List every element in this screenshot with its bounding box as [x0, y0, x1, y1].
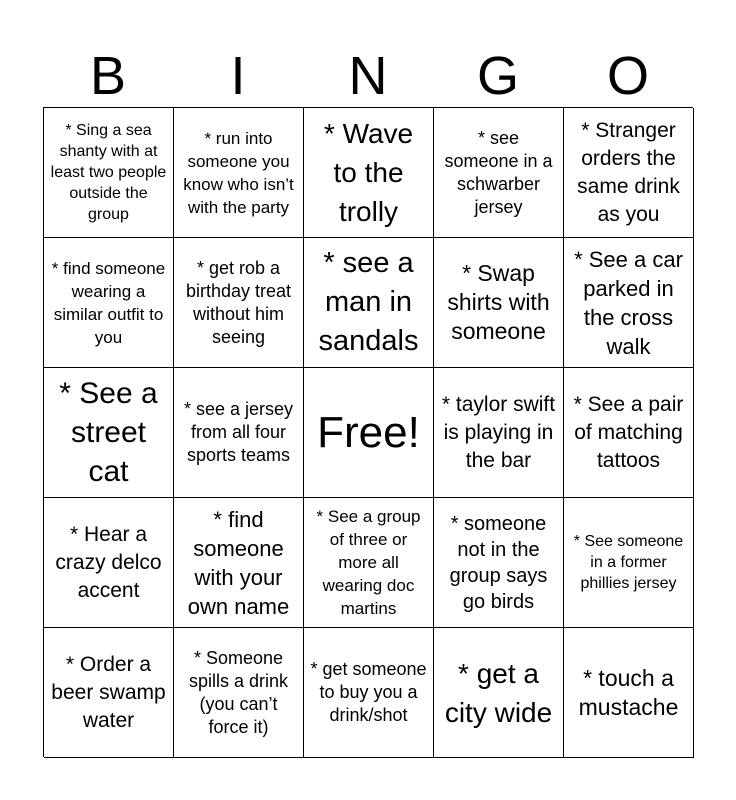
header-letter-n: N — [348, 46, 388, 106]
bingo-cell[interactable] — [564, 368, 694, 498]
cell-text: * run into someone you know who isn’t with the party — [183, 128, 294, 217]
bingo-cell[interactable] — [304, 498, 434, 628]
cell-text: * find someone wearing a similar outfit to you — [51, 258, 166, 347]
bingo-cell[interactable] — [304, 628, 434, 758]
bingo-board — [43, 107, 693, 757]
bingo-cell[interactable] — [44, 628, 174, 758]
cell-text: * get rob a birthday treat without him seeing — [185, 257, 292, 347]
cell-text: * Someone spills a drink (you can’t force it) — [188, 647, 289, 737]
bingo-cell[interactable] — [434, 628, 564, 758]
cell-text: * See a street cat — [59, 377, 158, 488]
bingo-cell[interactable] — [564, 108, 694, 238]
bingo-cell[interactable] — [174, 238, 304, 368]
bingo-cell[interactable] — [44, 108, 174, 238]
cell-text: * Wave to the trolly — [323, 118, 414, 227]
header-letter-b: B — [89, 46, 127, 106]
bingo-cell[interactable] — [44, 368, 174, 498]
cell-text: * get a city wide — [444, 657, 553, 728]
cell-text: * See a car parked in the cross walk — [574, 246, 683, 359]
cell-text: * Swap shirts with someone — [447, 260, 550, 344]
cell-text: * See a group of three or more all wearing doc martins — [316, 507, 421, 618]
header-letter-i: I — [230, 46, 246, 106]
cell-text: * someone not in the group says go birds — [449, 512, 548, 613]
cell-text: Free! — [317, 407, 420, 457]
bingo-cell[interactable] — [174, 628, 304, 758]
bingo-cell[interactable] — [44, 498, 174, 628]
cell-text: * Order a beer swamp water — [51, 652, 166, 732]
free-space-cell[interactable] — [304, 368, 434, 498]
cell-text: * touch a mustache — [578, 664, 679, 720]
bingo-cell[interactable] — [434, 108, 564, 238]
cell-text: * get someone to buy you a drink/shot — [310, 659, 427, 725]
bingo-cell[interactable] — [304, 108, 434, 238]
bingo-cell[interactable] — [44, 238, 174, 368]
cell-text: * taylor swift is playing in the bar — [441, 392, 556, 472]
bingo-cell[interactable] — [564, 628, 694, 758]
bingo-cell[interactable] — [434, 368, 564, 498]
cell-text: * Sing a sea shanty with at least two people outside the group — [50, 122, 167, 223]
bingo-cell[interactable] — [434, 498, 564, 628]
header-letter-o: O — [606, 46, 649, 106]
bingo-cell[interactable] — [564, 238, 694, 368]
bingo-cell[interactable] — [174, 108, 304, 238]
cell-text: * See someone in a former phillies jersey — [573, 533, 684, 592]
bingo-cell[interactable] — [304, 238, 434, 368]
cell-text: * Stranger orders the same drink as you — [577, 118, 680, 226]
cell-text: * Hear a crazy delco accent — [55, 522, 162, 602]
cell-text: * See a pair of matching tattoos — [573, 392, 684, 472]
bingo-cell[interactable] — [434, 238, 564, 368]
cell-text: * see a jersey from all four sports teams — [183, 399, 294, 465]
bingo-cell[interactable] — [174, 498, 304, 628]
cell-text: * see someone in a schwarber jersey — [444, 127, 553, 217]
bingo-cell[interactable] — [174, 368, 304, 498]
header-letter-g: G — [476, 46, 519, 106]
cell-text: * find someone with your own name — [187, 506, 290, 619]
bingo-cell[interactable] — [564, 498, 694, 628]
cell-text: * see a man in sandals — [318, 247, 419, 357]
bingo-header — [43, 46, 693, 106]
